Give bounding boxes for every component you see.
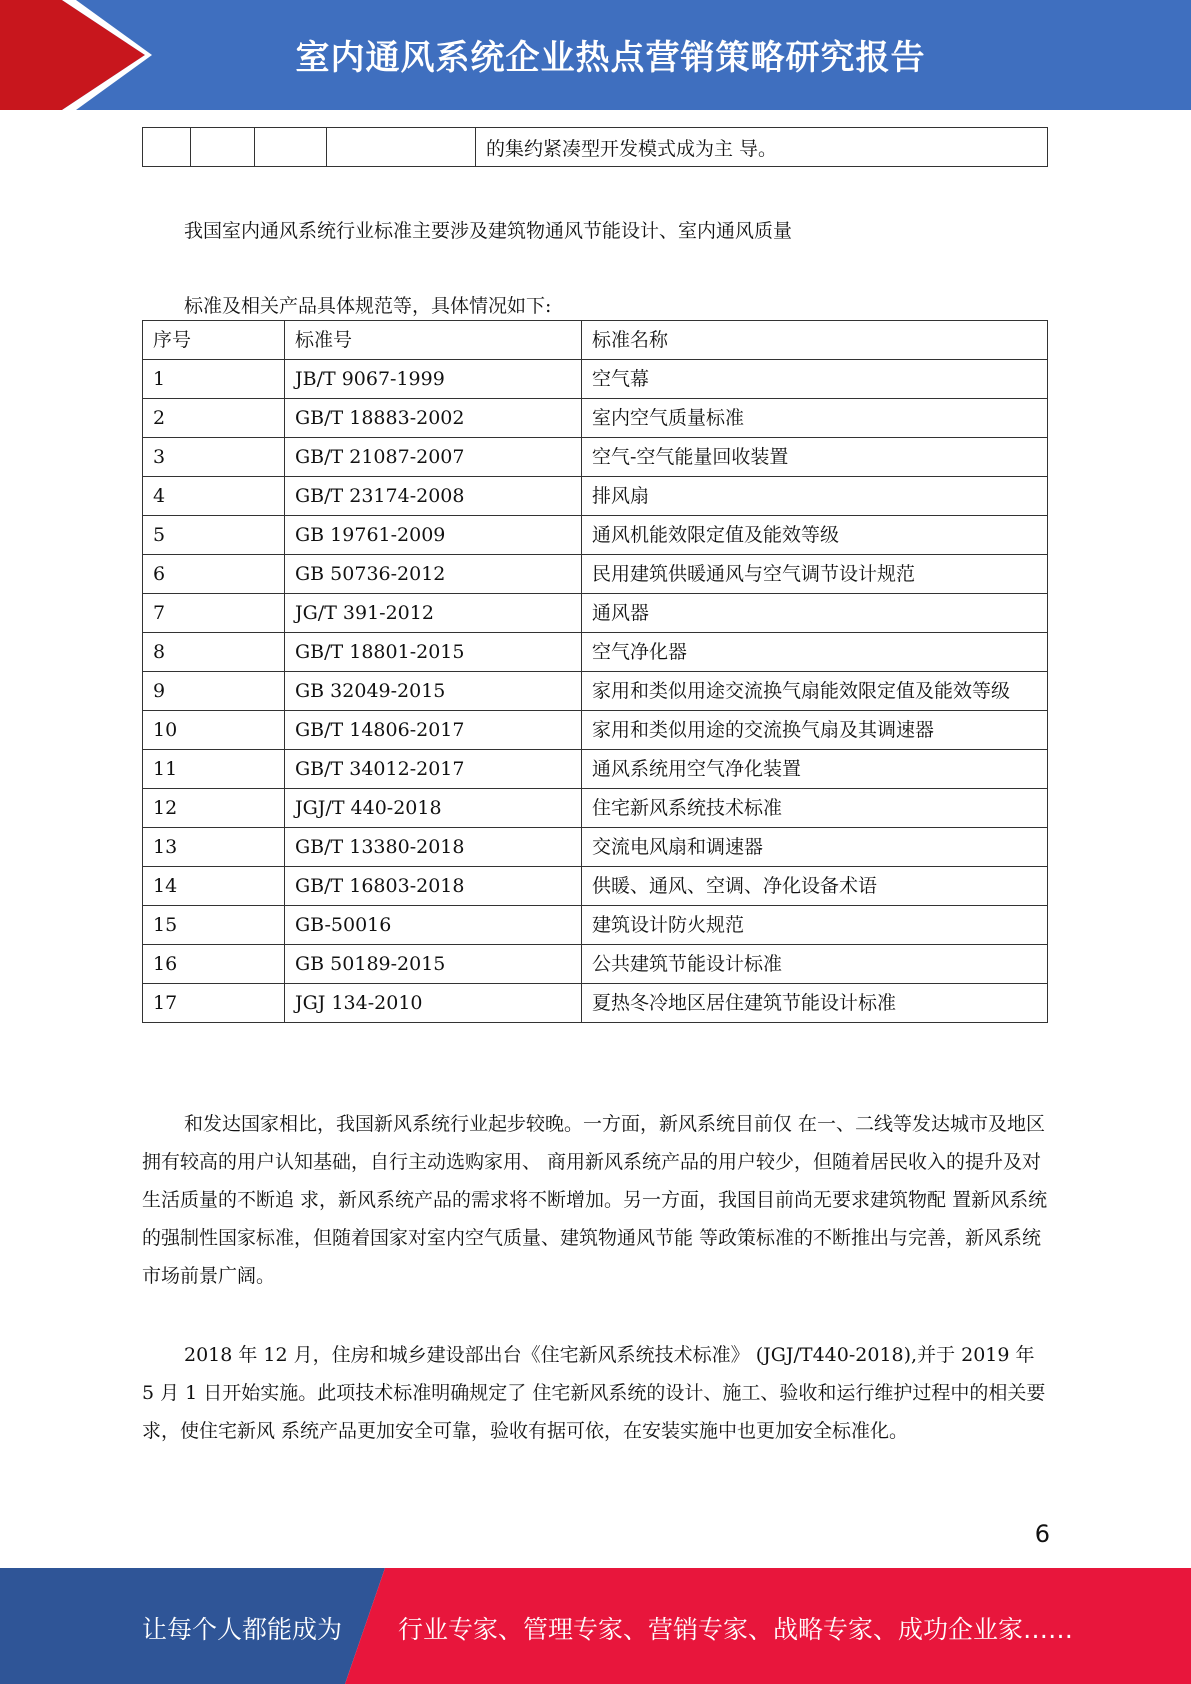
paragraph-development: 和发达国家相比，我国新风系统行业起步较晚。一方面，新风系统目前仅 在一、二线等发达城市及地区拥有较高的用户认知基础，自行主动选购家用、 商用新风系统产品的用户较少，但随着居民收入的提升及对生活质量的不断追 求，新风系统产品的需求将不断增加。另一方面，我国目前尚无要求建筑物配 置新风系统的强制性国家标准，但随着国家对室内空气质量、建筑物通风节能 等政策标准的不断推出与完善，新风系统市场前景广阔。 (142, 1113, 1048, 1287)
row-number: 5 (143, 516, 285, 555)
row-number: 12 (143, 789, 285, 828)
standard-code: JGJ 134-2010 (285, 984, 582, 1023)
standard-name: 住宅新风系统技术标准 (582, 789, 1048, 828)
standard-code: GB/T 34012-2017 (285, 750, 582, 789)
table-row (143, 594, 1048, 633)
footer-slogan-right: 行业专家、管理专家、营销专家、战略专家、成功企业家…… (398, 1615, 1074, 1644)
standard-code: JB/T 9067-1999 (285, 360, 582, 399)
standard-name: 家用和类似用途的交流换气扇及其调速器 (582, 711, 1048, 750)
standard-code: GB 50189-2015 (285, 945, 582, 984)
column-header-number: 序号 (143, 321, 285, 360)
row-number: 14 (143, 867, 285, 906)
table-header-row (143, 321, 1048, 360)
table-row (143, 128, 1048, 167)
standard-code: GB 19761-2009 (285, 516, 582, 555)
row-number: 3 (143, 438, 285, 477)
table-row (143, 555, 1048, 594)
row-number: 17 (143, 984, 285, 1023)
table-row (143, 516, 1048, 555)
standard-code: JGJ/T 440-2018 (285, 789, 582, 828)
footer-banner (0, 1568, 1191, 1684)
standard-code: GB/T 18883-2002 (285, 399, 582, 438)
standard-name: 夏热冬冷地区居住建筑节能设计标准 (582, 984, 1048, 1023)
standard-name: 通风器 (582, 594, 1048, 633)
standard-name: 交流电风扇和调速器 (582, 828, 1048, 867)
standard-name: 空气净化器 (582, 633, 1048, 672)
table-row (143, 984, 1048, 1023)
table-row (143, 360, 1048, 399)
table-row (143, 789, 1048, 828)
table-row (143, 672, 1048, 711)
row-number: 9 (143, 672, 285, 711)
standard-code: GB/T 13380-2018 (285, 828, 582, 867)
row-number: 15 (143, 906, 285, 945)
page-number: 6 (1034, 1520, 1050, 1548)
row-number: 7 (143, 594, 285, 633)
intro-line-1: 我国室内通风系统行业标准主要涉及建筑物通风节能设计、室内通风质量 (184, 220, 793, 242)
standard-name: 家用和类似用途交流换气扇能效限定值及能效等级 (582, 672, 1048, 711)
table-row (143, 399, 1048, 438)
table-row (143, 711, 1048, 750)
standard-name: 室内空气质量标准 (582, 399, 1048, 438)
standard-code: GB 32049-2015 (285, 672, 582, 711)
table-cell (327, 128, 476, 167)
table-row (143, 867, 1048, 906)
table-row (143, 828, 1048, 867)
standard-name: 空气幕 (582, 360, 1048, 399)
table-cell (255, 128, 327, 167)
table-cell (143, 128, 191, 167)
standard-code: GB 50736-2012 (285, 555, 582, 594)
standard-name: 建筑设计防火规范 (582, 906, 1048, 945)
row-number: 1 (143, 360, 285, 399)
table-row (143, 477, 1048, 516)
standard-code: GB-50016 (285, 906, 582, 945)
table-row (143, 633, 1048, 672)
standard-code: GB/T 18801-2015 (285, 633, 582, 672)
standard-name: 排风扇 (582, 477, 1048, 516)
standard-name: 空气-空气能量回收装置 (582, 438, 1048, 477)
intro-line-2: 标准及相关产品具体规范等，具体情况如下: (184, 295, 552, 317)
standard-name: 公共建筑节能设计标准 (582, 945, 1048, 984)
standard-name: 民用建筑供暖通风与空气调节设计规范 (582, 555, 1048, 594)
standard-name: 供暖、通风、空调、净化设备术语 (582, 867, 1048, 906)
row-number: 6 (143, 555, 285, 594)
header-banner (0, 0, 1191, 110)
table-row (143, 906, 1048, 945)
continuation-table (142, 127, 1048, 167)
standard-code: JG/T 391-2012 (285, 594, 582, 633)
standards-table (142, 320, 1048, 1023)
row-number: 11 (143, 750, 285, 789)
standard-code: GB/T 14806-2017 (285, 711, 582, 750)
column-header-name: 标准名称 (582, 321, 1048, 360)
row-number: 8 (143, 633, 285, 672)
paragraph-standard-release: 2018 年 12 月，住房和城乡建设部出台《住宅新风系统技术标准》 (JGJ/T440-2018),并于 2019 年 5 月 1 日开始实施。此项技术标准明确规定了 住宅新风系统的设计、施工、验收和运行维护过程中的相关要求，使住宅新风 系统产品更加安全可靠，验收有据可依，在安装实施中也更加安全标准化。 (142, 1344, 1046, 1442)
row-number: 10 (143, 711, 285, 750)
row-number: 13 (143, 828, 285, 867)
row-number: 16 (143, 945, 285, 984)
standard-code: GB/T 23174-2008 (285, 477, 582, 516)
table-cell (191, 128, 255, 167)
column-header-code: 标准号 (285, 321, 582, 360)
footer-slogan-left: 让每个人都能成为 (142, 1615, 343, 1644)
table-row (143, 438, 1048, 477)
standard-code: GB/T 16803-2018 (285, 867, 582, 906)
standard-name: 通风系统用空气净化装置 (582, 750, 1048, 789)
row-number: 2 (143, 399, 285, 438)
table-row (143, 750, 1048, 789)
standard-code: GB/T 21087-2007 (285, 438, 582, 477)
report-title: 室内通风系统企业热点营销策略研究报告 (295, 38, 926, 78)
table-row (143, 945, 1048, 984)
standard-name: 通风机能效限定值及能效等级 (582, 516, 1048, 555)
row-number: 4 (143, 477, 285, 516)
table-cell: 的集约紧凑型开发模式成为主 导。 (476, 128, 1048, 167)
